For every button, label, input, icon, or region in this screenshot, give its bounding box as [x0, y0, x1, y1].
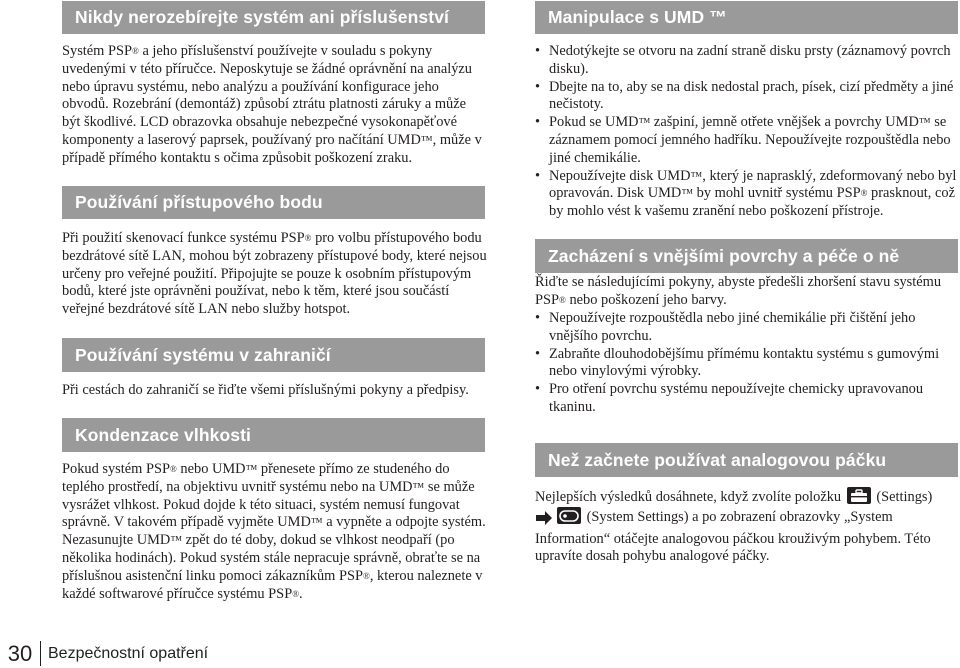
- list-item: • Nepoužívejte rozpouštědla nebo jiné chemikálie při čištění jeho vnějšího povrchu.: [535, 310, 960, 346]
- system-settings-icon: [557, 507, 581, 524]
- list-item: • Dbejte na to, aby se na disk nedostal prach, písek, cizí předměty a jiné nečistoty.: [535, 79, 960, 115]
- heading-surface-care: Zacházení s vnějšími povrchy a péče o ně: [535, 239, 958, 273]
- heading-condensation: Kondenzace vlhkosti: [62, 418, 485, 452]
- list-surface-care: [535, 310, 960, 417]
- list-item: • Pro otření povrchu systému nepoužívejte chemicky upravovanou tkaninu.: [535, 381, 960, 417]
- footer-title: Bezpečnostní opatření: [48, 645, 209, 662]
- heading-analog-stick: Než začnete používat analogovou páčku: [535, 443, 958, 477]
- paragraph-condensation: Pokud systém PSP® nebo UMD™ přenesete přímo ze studeného do teplého prostředí, na objektivu uvnitř systému nebo na UMD™ se může vysrážet vlhkost. Pokud dojde k této situaci, systém nemusí fungovat správně. V takovém případě vyjměte UMD™ a vypněte a odpojte systém. Nezasunujte UMD™ zpět do té doby, dokud se vlhkost neodpaří (po několika hodinách). Pokud systém stále nepracuje správně, obraťte se na příslušnou asistenční linku pomoci zákazníkům PSP®, kterou naleznete v každé softwarové příručce systému PSP®.: [62, 461, 486, 602]
- list-item: • Pokud se UMD™ zašpiní, jemně otřete vnějšek a povrchy UMD™ se záznamem pomocí jemného hadříku. Nepoužívejte rozpouštědla nebo jiné chemikálie.: [535, 114, 960, 167]
- paragraph-access-point: Při použití skenovací funkce systému PSP® pro volbu přístupového bodu bezdrátové sítě LAN, mohou být zobrazeny přístupové body, které nejsou určeny pro veřejné použití. Připojujte se pouze k osobním přístupovým bodů, které jste oprávněni používat, nebo k těm, které jsou součástí veřejné bezdrátové sítě LAN nebo služby hotspot.: [62, 230, 487, 318]
- list-umd-handling: [535, 43, 960, 221]
- settings-toolbox-icon: [847, 487, 871, 504]
- arrow-right-icon: [535, 511, 553, 531]
- page-number: 30: [7, 641, 33, 666]
- paragraph-abroad: Při cestách do zahraničí se řiďte všemi příslušnými pokyny a předpisy.: [62, 382, 469, 398]
- list-item: • Nepoužívejte disk UMD™, který je naprasklý, zdeformovaný nebo byl opravován. Disk UMD™ by mohl uvnitř systému PSP® prasknout, což by mohlo vést k vašemu zranění nebo poškození přístroje.: [535, 168, 960, 221]
- list-item: • Zabraňte dlouhodobějšímu přímému kontaktu systému s gumovými nebo vinylovými výrobky.: [535, 346, 960, 382]
- footer-divider: [40, 641, 41, 666]
- list-item: • Nedotýkejte se otvoru na zadní straně disku prsty (záznamový povrch disku).: [535, 43, 960, 79]
- paragraph-analog-stick: Nejlepších výsledků dosáhnete, když zvolíte položku (Settings) (System Settings) a po zobrazení obrazovky „System Information“ otáčejte analogovou páčkou krouživým pohybem. Této upravíte dosah pohybu analogové páčky.: [535, 489, 933, 565]
- heading-umd-handling: Manipulace s UMD ™: [535, 1, 958, 34]
- heading-abroad: Používání systému v zahraničí: [62, 338, 485, 372]
- paragraph-surface-care: Řiďte se následujícími pokyny, abyste předešli zhoršení stavu systému PSP® nebo poškození jeho barvy.: [535, 274, 942, 308]
- heading-access-point: Používání přístupového bodu: [62, 186, 485, 219]
- heading-disassembly: Nikdy nerozebírejte systém ani příslušenství: [62, 1, 485, 34]
- paragraph-disassembly: Systém PSP® a jeho příslušenství používejte v souladu s pokyny uvedenými v této příručce. Neposkytuje se žádné oprávnění na analýzu nebo úpravu systému, nebo analýzu a používání konfigurace jeho obvodů. Rozebrání (demontáž) způsobí ztrátu platnosti záruky a může být škodlivé. LCD obrazovka obsahuje nebezpečné vysokonapěťové komponenty a laserový paprsek, používaný pro načítání UMD™, může v případě přímého kontaktu s očima způsobit poškození zraku.: [62, 43, 482, 166]
